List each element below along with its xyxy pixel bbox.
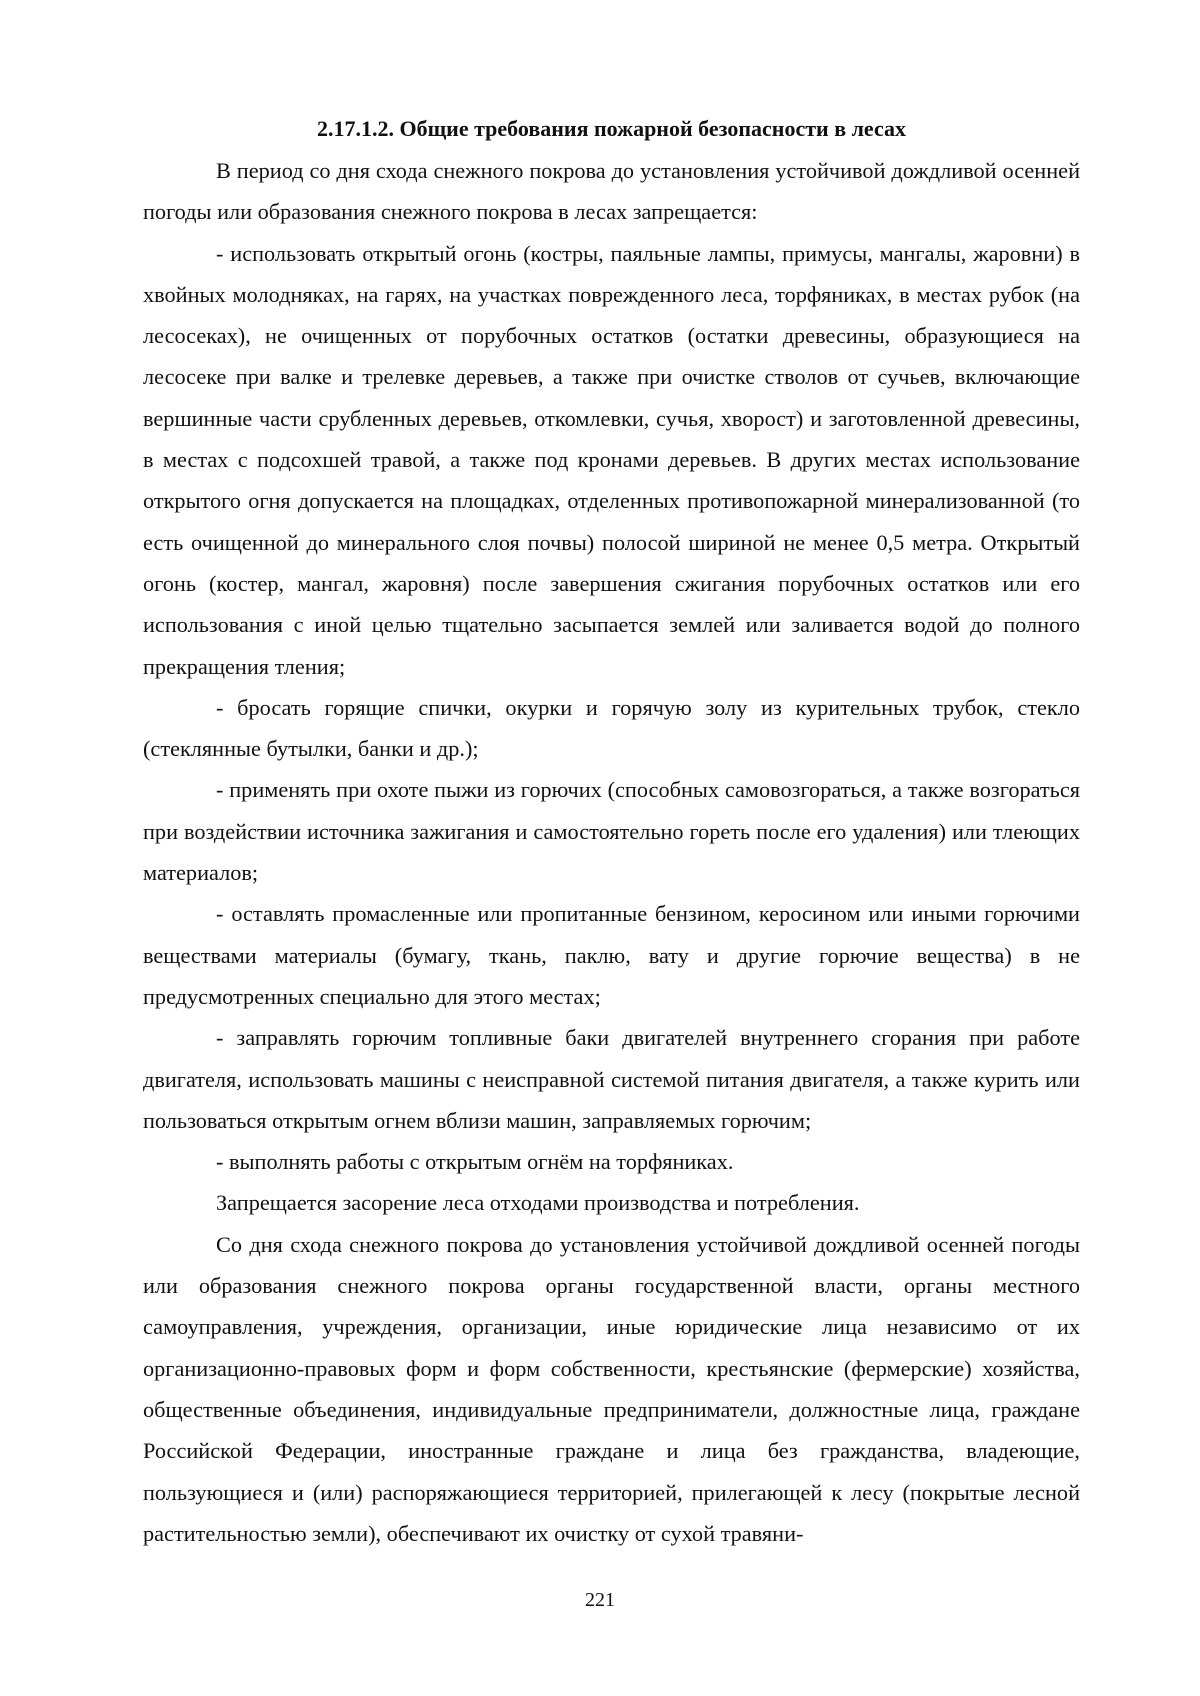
page-number: 221: [585, 1589, 615, 1611]
paragraph-open-fire: - использовать открытый огонь (костры, паяльные лампы, примусы, мангалы, жаровни) в хвойных молодняках, на гарях, на участках поврежденного леса, торфяниках, в местах рубок (на лесосеках), не очищенных от порубочных остатков (остатки древесины, образующиеся на лесосеке при валке и трелевке деревьев, а также при очистке стволов от сучьев, включающие вершинные части срубленных деревьев, откомлевки, сучья, хворост) и заготовленной древесины, в местах с подсохшей травой, а также под кронами деревьев. В других местах использование открытого огня допускается на площадках, отделенных противопожарной минерализованной (то есть очищенной до минерального слоя почвы) полосой шириной не менее 0,5 метра. Открытый огонь (костер, мангал, жаровня) после завершения сжигания порубочных остатков или его использования с иной целью тщательно засыпается землей или заливается водой до полного прекращения тления;: [143, 240, 1080, 679]
paragraph-intro: В период со дня схода снежного покрова до установления устойчивой дождливой осенней погоды или образования снежного покрова в лесах запрещается:: [143, 158, 1080, 225]
paragraph-land-cleaning: Со дня схода снежного покрова до установления устойчивой дождливой осенней погоды или образования снежного покрова органы государственной власти, органы местного самоуправления, учреждения, организации, иные юридические лица независимо от их организационно-правовых форм и форм собственности, крестьянские (фермерские) хозяйства, общественные объединения, индивидуальные предприниматели, должностные лица, граждане Российской Федерации, иностранные граждане и лица без гражданства, владеющие, пользующиеся и (или) распоряжающиеся территорией, прилегающей к лесу (покрытые лесной растительностью земли), обеспечивают их очистку от сухой травяни-: [143, 1231, 1080, 1546]
paragraph-littering: Запрещается засорение леса отходами производства и потребления.: [216, 1190, 860, 1216]
paragraph-oily-materials: - оставлять промасленные или пропитанные бензином, керосином или иными горючими веществами материалы (бумагу, ткань, паклю, вату и другие горючие вещества) в не предусмотренных специально для этого местах;: [143, 901, 1080, 1009]
paragraph-peat-work: - выполнять работы с открытым огнём на торфяниках.: [216, 1149, 734, 1175]
section-heading: 2.17.1.2. Общие требования пожарной безопасности в лесах: [316, 116, 906, 141]
paragraph-fuel-tanks: - заправлять горючим топливные баки двигателей внутреннего сгорания при работе двигателя, использовать машины с неисправной системой питания двигателя, а также курить или пользоваться открытым огнем вблизи машин, заправляемых горючим;: [143, 1025, 1080, 1133]
paragraph-hunting-wads: - применять при охоте пыжи из горючих (способных самовозгораться, а также возгораться при воздействии источника зажигания и самостоятельно гореть после его удаления) или тлеющих материалов;: [143, 777, 1080, 886]
paragraph-matches: - бросать горящие спички, окурки и горячую золу из курительных трубок, стекло (стеклянные бутылки, банки и др.);: [143, 694, 1080, 762]
page-content: [143, 112, 1080, 1554]
